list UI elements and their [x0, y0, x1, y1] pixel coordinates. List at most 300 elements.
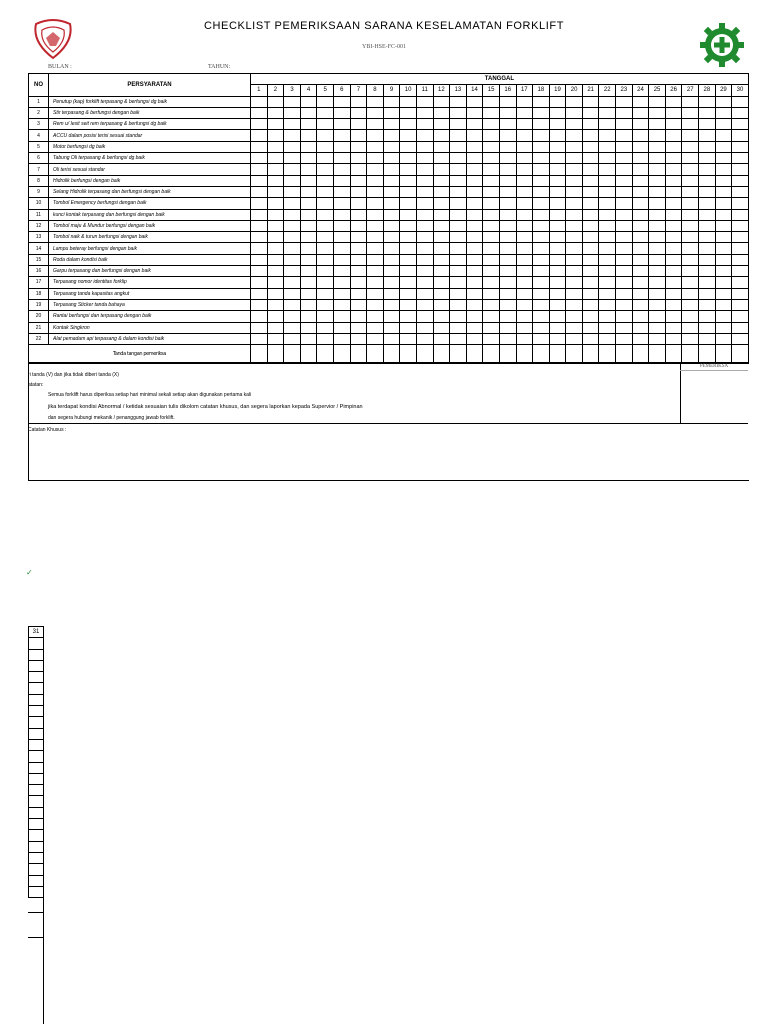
check-cell[interactable]	[549, 186, 566, 197]
check-cell[interactable]	[450, 130, 467, 141]
check-cell[interactable]	[317, 153, 334, 164]
check-cell[interactable]	[715, 220, 732, 231]
check-cell[interactable]	[433, 209, 450, 220]
check-cell[interactable]	[599, 164, 616, 175]
check-cell[interactable]	[582, 311, 599, 322]
check-cell[interactable]	[599, 175, 616, 186]
check-cell[interactable]	[400, 322, 417, 333]
check-cell[interactable]	[317, 164, 334, 175]
check-cell[interactable]	[333, 107, 350, 118]
check-cell[interactable]	[367, 107, 384, 118]
check-cell[interactable]	[699, 333, 716, 344]
check-cell[interactable]	[300, 333, 317, 344]
check-cell[interactable]	[317, 107, 334, 118]
check-cell[interactable]	[665, 254, 682, 265]
check-cell[interactable]	[466, 198, 483, 209]
check-cell[interactable]	[549, 333, 566, 344]
signature-cell[interactable]	[715, 345, 732, 364]
check-cell[interactable]	[549, 266, 566, 277]
check-cell[interactable]	[383, 96, 400, 107]
check-cell[interactable]	[582, 232, 599, 243]
check-cell[interactable]	[632, 220, 649, 231]
check-cell[interactable]	[433, 175, 450, 186]
check-cell[interactable]	[333, 232, 350, 243]
check-cell[interactable]	[450, 164, 467, 175]
check-cell[interactable]	[350, 243, 367, 254]
check-cell[interactable]	[665, 288, 682, 299]
check-cell[interactable]	[433, 243, 450, 254]
check-cell[interactable]	[649, 96, 666, 107]
check-cell[interactable]	[333, 186, 350, 197]
check-cell[interactable]	[350, 333, 367, 344]
check-cell[interactable]	[682, 186, 699, 197]
check-cell[interactable]	[251, 164, 268, 175]
check-cell[interactable]	[251, 311, 268, 322]
check-cell[interactable]	[533, 333, 550, 344]
check-cell[interactable]	[267, 130, 284, 141]
check-cell[interactable]	[566, 322, 583, 333]
check-cell[interactable]	[466, 299, 483, 310]
check-cell[interactable]	[383, 232, 400, 243]
check-cell[interactable]	[499, 288, 516, 299]
signature-cell[interactable]	[699, 345, 716, 364]
check-cell[interactable]	[29, 773, 44, 784]
check-cell[interactable]	[699, 175, 716, 186]
check-cell[interactable]	[251, 96, 268, 107]
check-cell[interactable]	[29, 672, 44, 683]
check-cell[interactable]	[599, 107, 616, 118]
check-cell[interactable]	[284, 141, 301, 152]
check-cell[interactable]	[616, 299, 633, 310]
check-cell[interactable]	[732, 277, 749, 288]
check-cell[interactable]	[516, 153, 533, 164]
check-cell[interactable]	[383, 288, 400, 299]
check-cell[interactable]	[300, 130, 317, 141]
check-cell[interactable]	[715, 141, 732, 152]
check-cell[interactable]	[300, 96, 317, 107]
check-cell[interactable]	[317, 299, 334, 310]
check-cell[interactable]	[533, 266, 550, 277]
check-cell[interactable]	[649, 322, 666, 333]
check-cell[interactable]	[483, 107, 500, 118]
check-cell[interactable]	[400, 299, 417, 310]
check-cell[interactable]	[333, 198, 350, 209]
check-cell[interactable]	[682, 198, 699, 209]
check-cell[interactable]	[29, 841, 44, 852]
check-cell[interactable]	[350, 186, 367, 197]
check-cell[interactable]	[383, 311, 400, 322]
check-cell[interactable]	[549, 96, 566, 107]
check-cell[interactable]	[533, 130, 550, 141]
check-cell[interactable]	[632, 333, 649, 344]
check-cell[interactable]	[450, 311, 467, 322]
check-cell[interactable]	[632, 175, 649, 186]
check-cell[interactable]	[699, 107, 716, 118]
check-cell[interactable]	[251, 299, 268, 310]
check-cell[interactable]	[732, 288, 749, 299]
check-cell[interactable]	[649, 311, 666, 322]
check-cell[interactable]	[715, 232, 732, 243]
check-cell[interactable]	[483, 141, 500, 152]
check-cell[interactable]	[699, 153, 716, 164]
check-cell[interactable]	[466, 96, 483, 107]
check-cell[interactable]	[466, 186, 483, 197]
check-cell[interactable]	[616, 130, 633, 141]
check-cell[interactable]	[251, 107, 268, 118]
check-cell[interactable]	[499, 254, 516, 265]
check-cell[interactable]	[317, 243, 334, 254]
check-cell[interactable]	[383, 186, 400, 197]
check-cell[interactable]	[715, 107, 732, 118]
check-cell[interactable]	[499, 209, 516, 220]
check-cell[interactable]	[400, 254, 417, 265]
check-cell[interactable]	[466, 277, 483, 288]
check-cell[interactable]	[649, 299, 666, 310]
check-cell[interactable]	[499, 164, 516, 175]
check-cell[interactable]	[516, 333, 533, 344]
check-cell[interactable]	[333, 119, 350, 130]
check-cell[interactable]	[350, 198, 367, 209]
check-cell[interactable]	[367, 299, 384, 310]
check-cell[interactable]	[649, 288, 666, 299]
check-cell[interactable]	[433, 299, 450, 310]
check-cell[interactable]	[450, 119, 467, 130]
check-cell[interactable]	[582, 119, 599, 130]
check-cell[interactable]	[333, 277, 350, 288]
signature-cell[interactable]	[732, 345, 749, 364]
check-cell[interactable]	[483, 288, 500, 299]
check-cell[interactable]	[682, 322, 699, 333]
check-cell[interactable]	[582, 243, 599, 254]
check-cell[interactable]	[416, 288, 433, 299]
check-cell[interactable]	[582, 266, 599, 277]
check-cell[interactable]	[533, 299, 550, 310]
check-cell[interactable]	[682, 299, 699, 310]
check-cell[interactable]	[715, 333, 732, 344]
check-cell[interactable]	[516, 322, 533, 333]
check-cell[interactable]	[350, 299, 367, 310]
check-cell[interactable]	[300, 198, 317, 209]
check-cell[interactable]	[450, 243, 467, 254]
check-cell[interactable]	[533, 141, 550, 152]
check-cell[interactable]	[284, 333, 301, 344]
check-cell[interactable]	[682, 254, 699, 265]
check-cell[interactable]	[433, 164, 450, 175]
check-cell[interactable]	[483, 164, 500, 175]
check-cell[interactable]	[499, 220, 516, 231]
check-cell[interactable]	[466, 311, 483, 322]
check-cell[interactable]	[715, 153, 732, 164]
check-cell[interactable]	[333, 266, 350, 277]
check-cell[interactable]	[333, 153, 350, 164]
signature-cell[interactable]	[400, 345, 417, 364]
check-cell[interactable]	[267, 141, 284, 152]
check-cell[interactable]	[433, 198, 450, 209]
check-cell[interactable]	[649, 333, 666, 344]
check-cell[interactable]	[699, 220, 716, 231]
check-cell[interactable]	[632, 254, 649, 265]
check-cell[interactable]	[516, 107, 533, 118]
check-cell[interactable]	[350, 175, 367, 186]
check-cell[interactable]	[383, 220, 400, 231]
check-cell[interactable]	[516, 119, 533, 130]
check-cell[interactable]	[284, 130, 301, 141]
check-cell[interactable]	[483, 333, 500, 344]
check-cell[interactable]	[566, 186, 583, 197]
check-cell[interactable]	[284, 266, 301, 277]
check-cell[interactable]	[549, 311, 566, 322]
check-cell[interactable]	[632, 299, 649, 310]
check-cell[interactable]	[616, 232, 633, 243]
check-cell[interactable]	[350, 96, 367, 107]
check-cell[interactable]	[267, 153, 284, 164]
check-cell[interactable]	[333, 164, 350, 175]
check-cell[interactable]	[499, 232, 516, 243]
check-cell[interactable]	[483, 266, 500, 277]
check-cell[interactable]	[665, 153, 682, 164]
check-cell[interactable]	[715, 243, 732, 254]
check-cell[interactable]	[566, 130, 583, 141]
check-cell[interactable]	[433, 277, 450, 288]
check-cell[interactable]	[383, 198, 400, 209]
signature-cell[interactable]	[566, 345, 583, 364]
check-cell[interactable]	[715, 299, 732, 310]
check-cell[interactable]	[516, 277, 533, 288]
check-cell[interactable]	[566, 220, 583, 231]
check-cell[interactable]	[533, 243, 550, 254]
check-cell[interactable]	[433, 186, 450, 197]
check-cell[interactable]	[284, 186, 301, 197]
check-cell[interactable]	[582, 288, 599, 299]
check-cell[interactable]	[682, 220, 699, 231]
check-cell[interactable]	[367, 198, 384, 209]
signature-cell[interactable]	[649, 345, 666, 364]
check-cell[interactable]	[715, 130, 732, 141]
check-cell[interactable]	[29, 864, 44, 875]
check-cell[interactable]	[450, 175, 467, 186]
check-cell[interactable]	[300, 107, 317, 118]
check-cell[interactable]	[533, 232, 550, 243]
check-cell[interactable]	[599, 288, 616, 299]
check-cell[interactable]	[483, 311, 500, 322]
check-cell[interactable]	[416, 96, 433, 107]
check-cell[interactable]	[566, 299, 583, 310]
check-cell[interactable]	[616, 243, 633, 254]
check-cell[interactable]	[416, 164, 433, 175]
check-cell[interactable]	[682, 175, 699, 186]
check-cell[interactable]	[566, 209, 583, 220]
check-cell[interactable]	[682, 107, 699, 118]
check-cell[interactable]	[665, 311, 682, 322]
check-cell[interactable]	[699, 266, 716, 277]
check-cell[interactable]	[433, 311, 450, 322]
check-cell[interactable]	[450, 277, 467, 288]
check-cell[interactable]	[251, 243, 268, 254]
check-cell[interactable]	[333, 141, 350, 152]
check-cell[interactable]	[284, 220, 301, 231]
check-cell[interactable]	[499, 243, 516, 254]
check-cell[interactable]	[416, 333, 433, 344]
check-cell[interactable]	[400, 130, 417, 141]
check-cell[interactable]	[499, 277, 516, 288]
check-cell[interactable]	[533, 186, 550, 197]
check-cell[interactable]	[300, 266, 317, 277]
check-cell[interactable]	[665, 186, 682, 197]
check-cell[interactable]	[582, 96, 599, 107]
check-cell[interactable]	[665, 209, 682, 220]
check-cell[interactable]	[383, 266, 400, 277]
check-cell[interactable]	[632, 107, 649, 118]
check-cell[interactable]	[333, 220, 350, 231]
check-cell[interactable]	[632, 141, 649, 152]
check-cell[interactable]	[367, 277, 384, 288]
check-cell[interactable]	[665, 164, 682, 175]
check-cell[interactable]	[649, 220, 666, 231]
check-cell[interactable]	[251, 288, 268, 299]
check-cell[interactable]	[715, 266, 732, 277]
check-cell[interactable]	[284, 209, 301, 220]
check-cell[interactable]	[549, 164, 566, 175]
check-cell[interactable]	[267, 311, 284, 322]
check-cell[interactable]	[433, 119, 450, 130]
check-cell[interactable]	[533, 107, 550, 118]
check-cell[interactable]	[29, 649, 44, 660]
check-cell[interactable]	[499, 333, 516, 344]
check-cell[interactable]	[300, 141, 317, 152]
check-cell[interactable]	[699, 209, 716, 220]
check-cell[interactable]	[732, 130, 749, 141]
check-cell[interactable]	[732, 141, 749, 152]
check-cell[interactable]	[715, 322, 732, 333]
signature-cell[interactable]	[682, 345, 699, 364]
check-cell[interactable]	[682, 153, 699, 164]
check-cell[interactable]	[665, 299, 682, 310]
signature-cell[interactable]	[516, 345, 533, 364]
check-cell[interactable]	[433, 333, 450, 344]
check-cell[interactable]	[533, 288, 550, 299]
check-cell[interactable]	[284, 322, 301, 333]
check-cell[interactable]	[433, 322, 450, 333]
check-cell[interactable]	[516, 96, 533, 107]
check-cell[interactable]	[450, 96, 467, 107]
check-cell[interactable]	[29, 875, 44, 886]
check-cell[interactable]	[433, 232, 450, 243]
check-cell[interactable]	[29, 728, 44, 739]
check-cell[interactable]	[416, 130, 433, 141]
check-cell[interactable]	[350, 164, 367, 175]
signature-cell[interactable]	[251, 345, 268, 364]
check-cell[interactable]	[632, 119, 649, 130]
check-cell[interactable]	[300, 119, 317, 130]
check-cell[interactable]	[367, 288, 384, 299]
signature-cell[interactable]	[632, 345, 649, 364]
check-cell[interactable]	[267, 96, 284, 107]
check-cell[interactable]	[483, 243, 500, 254]
check-cell[interactable]	[715, 119, 732, 130]
signature-cell[interactable]	[383, 345, 400, 364]
check-cell[interactable]	[383, 107, 400, 118]
check-cell[interactable]	[566, 311, 583, 322]
check-cell[interactable]	[300, 299, 317, 310]
check-cell[interactable]	[715, 198, 732, 209]
check-cell[interactable]	[732, 311, 749, 322]
check-cell[interactable]	[549, 288, 566, 299]
check-cell[interactable]	[582, 220, 599, 231]
check-cell[interactable]	[317, 266, 334, 277]
signature-cell[interactable]	[317, 345, 334, 364]
check-cell[interactable]	[267, 254, 284, 265]
check-cell[interactable]	[632, 311, 649, 322]
check-cell[interactable]	[367, 96, 384, 107]
check-cell[interactable]	[466, 322, 483, 333]
check-cell[interactable]	[699, 186, 716, 197]
check-cell[interactable]	[516, 164, 533, 175]
check-cell[interactable]	[400, 175, 417, 186]
check-cell[interactable]	[433, 153, 450, 164]
check-cell[interactable]	[499, 119, 516, 130]
check-cell[interactable]	[732, 175, 749, 186]
check-cell[interactable]	[416, 311, 433, 322]
check-cell[interactable]	[516, 220, 533, 231]
check-cell[interactable]	[466, 209, 483, 220]
check-cell[interactable]	[466, 220, 483, 231]
check-cell[interactable]	[483, 220, 500, 231]
check-cell[interactable]	[350, 119, 367, 130]
check-cell[interactable]	[333, 175, 350, 186]
check-cell[interactable]	[699, 130, 716, 141]
check-cell[interactable]	[317, 119, 334, 130]
check-cell[interactable]	[300, 186, 317, 197]
check-cell[interactable]	[649, 209, 666, 220]
check-cell[interactable]	[533, 164, 550, 175]
check-cell[interactable]	[732, 209, 749, 220]
check-cell[interactable]	[732, 266, 749, 277]
check-cell[interactable]	[632, 96, 649, 107]
check-cell[interactable]	[499, 299, 516, 310]
check-cell[interactable]	[616, 141, 633, 152]
check-cell[interactable]	[450, 153, 467, 164]
check-cell[interactable]	[317, 322, 334, 333]
check-cell[interactable]	[317, 141, 334, 152]
check-cell[interactable]	[251, 333, 268, 344]
check-cell[interactable]	[632, 277, 649, 288]
check-cell[interactable]	[699, 96, 716, 107]
check-cell[interactable]	[333, 288, 350, 299]
check-cell[interactable]	[383, 322, 400, 333]
check-cell[interactable]	[665, 322, 682, 333]
check-cell[interactable]	[383, 175, 400, 186]
check-cell[interactable]	[566, 107, 583, 118]
check-cell[interactable]	[499, 175, 516, 186]
check-cell[interactable]	[350, 209, 367, 220]
check-cell[interactable]	[665, 266, 682, 277]
check-cell[interactable]	[300, 153, 317, 164]
check-cell[interactable]	[466, 243, 483, 254]
check-cell[interactable]	[549, 220, 566, 231]
check-cell[interactable]	[566, 277, 583, 288]
check-cell[interactable]	[267, 333, 284, 344]
check-cell[interactable]	[383, 141, 400, 152]
check-cell[interactable]	[483, 175, 500, 186]
check-cell[interactable]	[251, 232, 268, 243]
check-cell[interactable]	[499, 322, 516, 333]
check-cell[interactable]	[682, 209, 699, 220]
check-cell[interactable]	[699, 254, 716, 265]
check-cell[interactable]	[367, 153, 384, 164]
check-cell[interactable]	[682, 288, 699, 299]
check-cell[interactable]	[433, 266, 450, 277]
check-cell[interactable]	[383, 277, 400, 288]
